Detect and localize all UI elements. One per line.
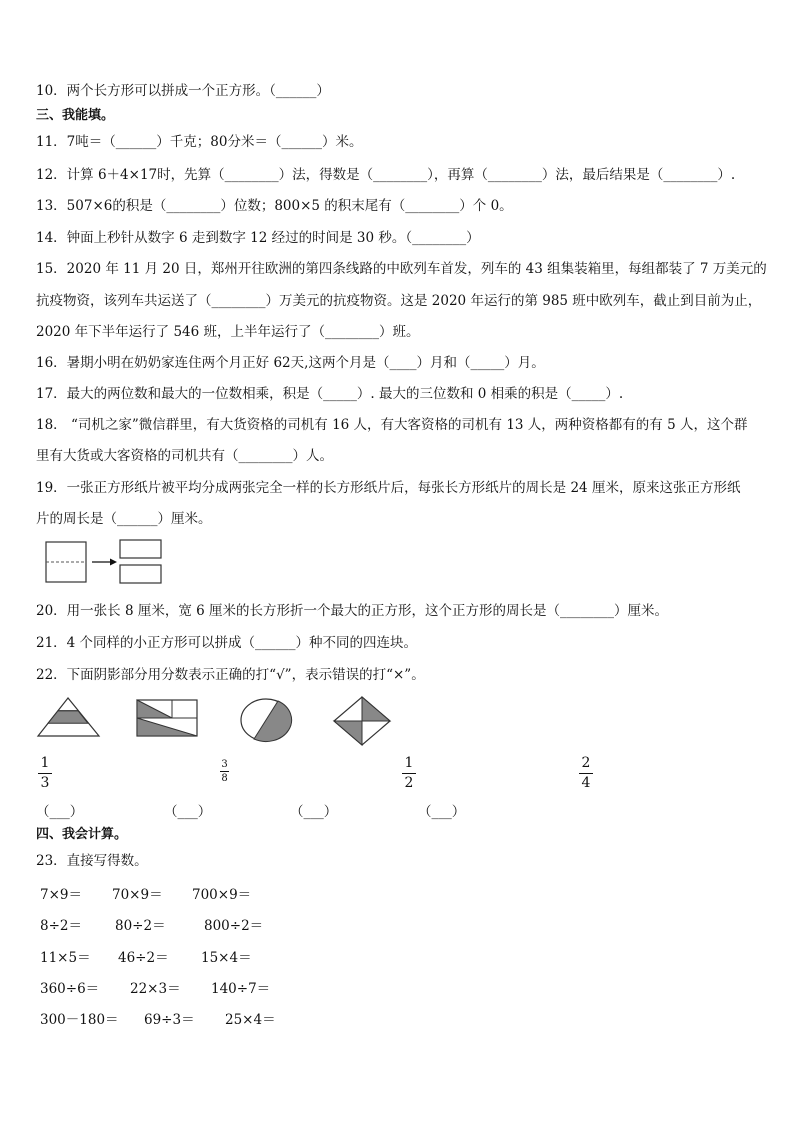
fraction-1-numerator: 1 — [40, 755, 50, 771]
calc-r3-c1: 11×5＝ — [40, 950, 91, 966]
calc-r4-c1: 360÷6＝ — [40, 981, 100, 997]
calc-r5-c3: 25×4＝ — [225, 1012, 276, 1028]
fraction-4-denominator: 4 — [581, 775, 591, 791]
question-18-line-2: 里有大货或大客资格的司机共有（________）人。 — [36, 448, 333, 464]
question-12: 12．计算 6＋4×17时，先算（________）法，得数是（________），再算（________）法，最后结果是（________）. — [36, 167, 736, 183]
calc-r4-c2: 22×3＝ — [130, 981, 181, 997]
fraction-2-denominator: 8 — [221, 773, 228, 784]
fraction-4-numerator: 2 — [581, 755, 591, 771]
calc-r1-c3: 700×9＝ — [192, 887, 252, 903]
question-14: 14．钟面上秒针从数字 6 走到数字 12 经过的时间是 30 秒。（________） — [36, 230, 480, 246]
question-23: 23．直接写得数。 — [36, 853, 148, 869]
diamond-shape — [331, 694, 393, 748]
calc-r3-c3: 15×4＝ — [201, 950, 252, 966]
fraction-4 — [579, 755, 593, 792]
calc-r5-c1: 300－180＝ — [40, 1012, 119, 1028]
section-4-heading: 四、我会计算。 — [36, 827, 128, 842]
triangle-shape — [36, 694, 106, 740]
fraction-3-denominator: 2 — [404, 775, 414, 791]
calc-r1-c1: 7×9＝ — [40, 887, 82, 903]
fraction-1-denominator: 3 — [40, 775, 50, 791]
section-3-heading: 三、我能填。 — [36, 108, 115, 123]
fraction-1 — [38, 755, 52, 792]
question-17: 17．最大的两位数和最大的一位数相乘，积是（_____）. 最大的三位数和 0 相乘的积是（_____）. — [36, 386, 624, 402]
fraction-3-numerator: 1 — [404, 755, 414, 771]
calc-r2-c1: 8÷2＝ — [40, 918, 82, 934]
question-18-line-1: 18． “司机之家”微信群里，有大货资格的司机有 16 人，有大客资格的司机有 13 人，两种资格都有的有 5 人，这个群 — [36, 417, 748, 433]
question-19-line-1: 19．一张正方形纸片被平均分成两张完全一样的长方形纸片后，每张长方形纸片的周长是 24 厘米，原来这张正方形纸 — [36, 480, 741, 496]
fraction-3 — [402, 755, 416, 792]
calc-r5-c2: 69÷3＝ — [144, 1012, 195, 1028]
square-split-figure — [40, 537, 165, 587]
question-16: 16．暑期小明在奶奶家连住两个月正好 62天,这两个月是（____）月和（_____）月。 — [36, 355, 545, 371]
arrow-head-icon — [110, 559, 117, 566]
circle-shape — [238, 696, 296, 744]
question-15-line-1: 15．2020 年 11 月 20 日，郑州开往欧洲的第四条线路的中欧列车首发，列车的 43 组集装箱里，每组都装了 7 万美元的 — [36, 261, 767, 277]
answer-blank-3[interactable]: （___） — [290, 804, 338, 820]
question-21: 21．4 个同样的小正方形可以拼成（______）种不同的四连块。 — [36, 635, 418, 651]
question-15-line-3: 2020 年下半年运行了 546 班，上半年运行了（________）班。 — [36, 324, 420, 340]
calc-r2-c2: 80÷2＝ — [115, 918, 166, 934]
question-10: 10．两个长方形可以拼成一个正方形。（______） — [36, 83, 330, 99]
rectangle-shaded-shape — [135, 698, 201, 740]
fraction-2-numerator: 3 — [221, 759, 228, 770]
question-20: 20．用一张长 8 厘米，宽 6 厘米的长方形折一个最大的正方形，这个正方形的周长是（________）厘米。 — [36, 603, 669, 619]
question-19-line-2: 片的周长是（______）厘米。 — [36, 511, 212, 527]
fraction-2 — [220, 759, 229, 784]
calc-r2-c3: 800÷2＝ — [204, 918, 264, 934]
answer-blank-4[interactable]: （___） — [418, 804, 466, 820]
question-22: 22．下面阴影部分用分数表示正确的打“√”，表示错误的打“×”。 — [36, 667, 425, 683]
calc-r4-c3: 140÷7＝ — [211, 981, 271, 997]
rectangle-bottom — [120, 565, 161, 583]
answer-blank-2[interactable]: （___） — [164, 804, 212, 820]
calc-r3-c2: 46÷2＝ — [118, 950, 169, 966]
question-13: 13．507×6的积是（________）位数；800×5 的积末尾有（________）个 0。 — [36, 198, 513, 214]
calc-r1-c2: 70×9＝ — [112, 887, 163, 903]
rectangle-top — [120, 540, 161, 558]
question-15-line-2: 抗疫物资，该列车共运送了（________）万美元的抗疫物资。这是 2020 年运行的第 985 班中欧列车，截止到目前为止， — [36, 293, 762, 309]
question-11: 11．7吨＝（______）千克；80分米＝（______）米。 — [36, 134, 363, 150]
answer-blank-1[interactable]: （___） — [36, 804, 84, 820]
